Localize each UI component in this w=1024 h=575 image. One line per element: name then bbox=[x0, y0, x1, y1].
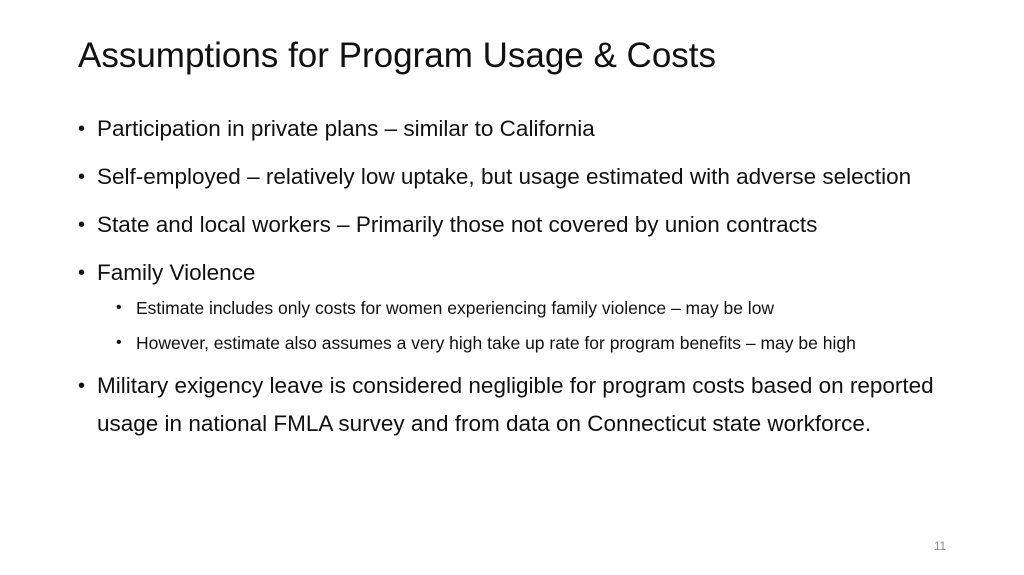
bullet-text: Military exigency leave is considered negligible for program costs based on reported usage in national FMLA survey and from data on Connecticut state workforce. bbox=[97, 373, 934, 436]
page-number: 11 bbox=[934, 541, 946, 553]
bullet-list bbox=[78, 110, 948, 453]
sub-bullet-text: However, estimate also assumes a very high take up rate for program benefits – may be high bbox=[136, 333, 856, 353]
bullet-item bbox=[78, 110, 948, 148]
bullet-item bbox=[78, 254, 948, 357]
bullet-item bbox=[78, 158, 948, 196]
bullet-item bbox=[78, 206, 948, 244]
bullet-item bbox=[78, 367, 948, 443]
bullet-text: Family Violence bbox=[97, 260, 256, 285]
sub-bullet-item bbox=[116, 329, 948, 357]
bullet-text: Self-employed – relatively low uptake, but usage estimated with adverse selection bbox=[97, 164, 912, 189]
slide-title: Assumptions for Program Usage & Costs bbox=[78, 36, 717, 75]
bullet-text: State and local workers – Primarily those not covered by union contracts bbox=[97, 212, 818, 237]
sub-bullet-item bbox=[116, 294, 948, 322]
bullet-text: Participation in private plans – similar to California bbox=[97, 116, 595, 141]
sub-bullet-list bbox=[97, 294, 948, 357]
sub-bullet-text: Estimate includes only costs for women experiencing family violence – may be low bbox=[136, 298, 775, 318]
